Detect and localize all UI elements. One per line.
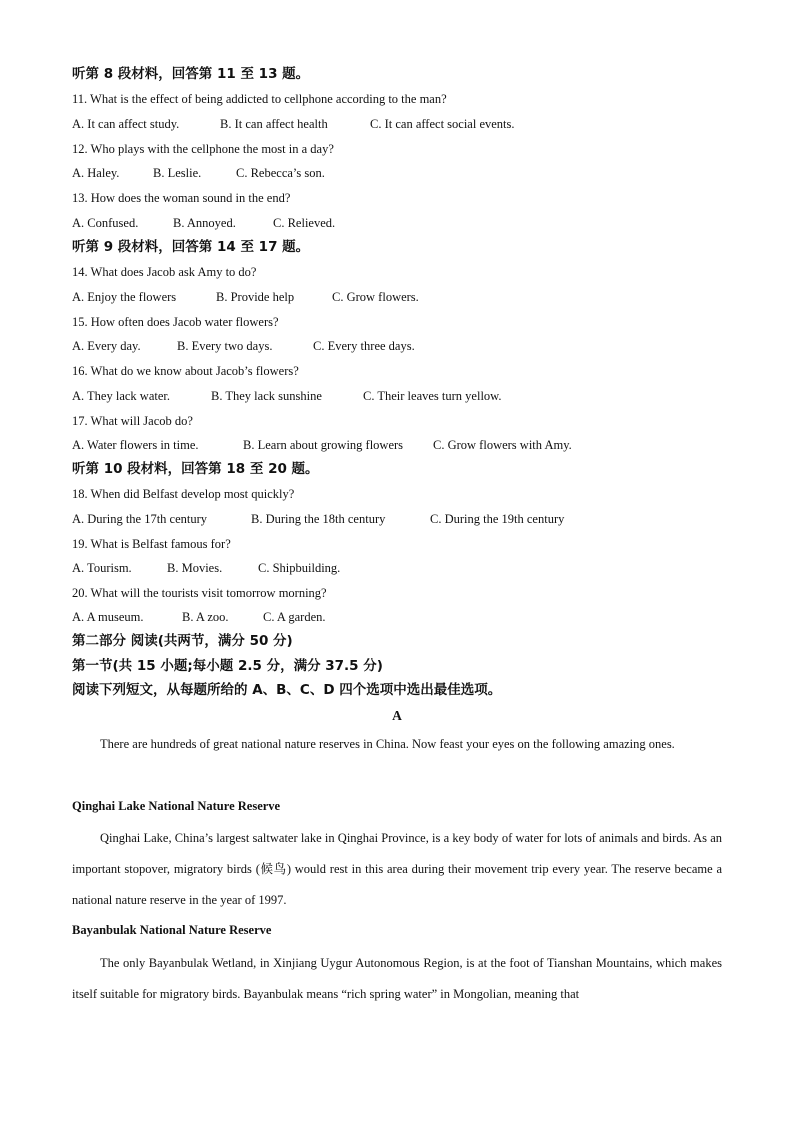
options-12 bbox=[72, 165, 325, 181]
option-19c: C. Shipbuilding. bbox=[258, 561, 341, 575]
question-15: 15. How often does Jacob water flowers? bbox=[72, 315, 279, 329]
option-11a: A. It can affect study. bbox=[72, 117, 180, 131]
option-13b: B. Annoyed. bbox=[173, 216, 236, 230]
option-17b: B. Learn about growing flowers bbox=[243, 438, 404, 452]
options-11 bbox=[72, 116, 515, 132]
options-20 bbox=[72, 609, 326, 625]
option-18a: A. During the 17th century bbox=[72, 512, 208, 526]
option-15b: B. Every two days. bbox=[177, 339, 273, 353]
question-17: 17. What will Jacob do? bbox=[72, 414, 193, 428]
option-12b: B. Leslie. bbox=[153, 166, 202, 180]
option-17c: C. Grow flowers with Amy. bbox=[433, 438, 572, 452]
option-11b: B. It can affect health bbox=[220, 117, 328, 131]
question-12: 12. Who plays with the cellphone the most in a day? bbox=[72, 142, 334, 156]
part2-section1: 第一节(共 15 小题;每小题 2.5 分，满分 37.5 分) bbox=[72, 658, 383, 674]
option-20c: C. A garden. bbox=[263, 610, 326, 624]
reserve1-paragraph bbox=[72, 823, 722, 916]
passage-intro bbox=[72, 729, 722, 760]
option-18c: C. During the 19th century bbox=[430, 512, 565, 526]
part2-title: 第二部分 阅读(共两节，满分 50 分) bbox=[72, 633, 293, 649]
reserve2-title: Bayanbulak National Nature Reserve bbox=[72, 923, 272, 937]
reserve2-paragraph bbox=[72, 948, 722, 1010]
question-20: 20. What will the tourists visit tomorrow morning? bbox=[72, 586, 327, 600]
option-13c: C. Relieved. bbox=[273, 216, 336, 230]
part2-instruction: 阅读下列短文，从每题所给的 A、B、C、D 四个选项中选出最佳选项。 bbox=[72, 682, 502, 698]
options-14 bbox=[72, 289, 419, 305]
option-20b: B. A zoo. bbox=[182, 610, 229, 624]
passage-label: A bbox=[392, 708, 402, 723]
option-19a: A. Tourism. bbox=[72, 561, 132, 575]
reserve1-title: Qinghai Lake National Nature Reserve bbox=[72, 799, 281, 813]
option-16c: C. Their leaves turn yellow. bbox=[363, 389, 502, 403]
question-18: 18. When did Belfast develop most quickly? bbox=[72, 487, 295, 501]
question-11: 11. What is the effect of being addicted to cellphone according to the man? bbox=[72, 92, 447, 106]
options-16 bbox=[72, 388, 502, 404]
passage-intro-text: There are hundreds of great national nature reserves in China. Now feast your eyes on the following amazing ones. bbox=[100, 737, 675, 751]
option-12c: C. Rebecca’s son. bbox=[236, 166, 325, 180]
reserve1-text: Qinghai Lake, China’s largest saltwater lake in Qinghai Province, is a key body of water for lots of animals and birds. As an important stopover, migratory birds (候鸟) would rest in this area during their movement trip every year. The reserve became a national nature reserve in the year of 1997. bbox=[72, 831, 722, 907]
section-heading-10: 听第 10 段材料，回答第 18 至 20 题。 bbox=[72, 461, 319, 477]
options-17 bbox=[72, 437, 572, 453]
option-15a: A. Every day. bbox=[72, 339, 141, 353]
option-19b: B. Movies. bbox=[167, 561, 223, 575]
option-14b: B. Provide help bbox=[216, 290, 295, 304]
question-16: 16. What do we know about Jacob’s flowers? bbox=[72, 364, 299, 378]
option-12a: A. Haley. bbox=[72, 166, 120, 180]
option-11c: C. It can affect social events. bbox=[370, 117, 515, 131]
section-heading-8: 听第 8 段材料，回答第 11 至 13 题。 bbox=[72, 66, 310, 82]
question-19: 19. What is Belfast famous for? bbox=[72, 537, 231, 551]
option-15c: C. Every three days. bbox=[313, 339, 415, 353]
question-14: 14. What does Jacob ask Amy to do? bbox=[72, 265, 257, 279]
question-13: 13. How does the woman sound in the end? bbox=[72, 191, 291, 205]
options-18 bbox=[72, 511, 564, 527]
option-18b: B. During the 18th century bbox=[251, 512, 386, 526]
option-20a: A. A museum. bbox=[72, 610, 144, 624]
option-16b: B. They lack sunshine bbox=[211, 389, 322, 403]
option-14a: A. Enjoy the flowers bbox=[72, 290, 177, 304]
options-19 bbox=[72, 560, 340, 576]
section-heading-9: 听第 9 段材料，回答第 14 至 17 题。 bbox=[72, 239, 310, 255]
options-13 bbox=[72, 215, 335, 231]
option-16a: A. They lack water. bbox=[72, 389, 170, 403]
reserve2-text: The only Bayanbulak Wetland, in Xinjiang Uygur Autonomous Region, is at the foot of Tianshan Mountains, which makes itself suitable for migratory birds. Bayanbulak means “rich spring water” in Mongolian, meaning that bbox=[72, 956, 722, 1001]
option-17a: A. Water flowers in time. bbox=[72, 438, 199, 452]
options-15 bbox=[72, 338, 415, 354]
option-13a: A. Confused. bbox=[72, 216, 139, 230]
option-14c: C. Grow flowers. bbox=[332, 290, 419, 304]
